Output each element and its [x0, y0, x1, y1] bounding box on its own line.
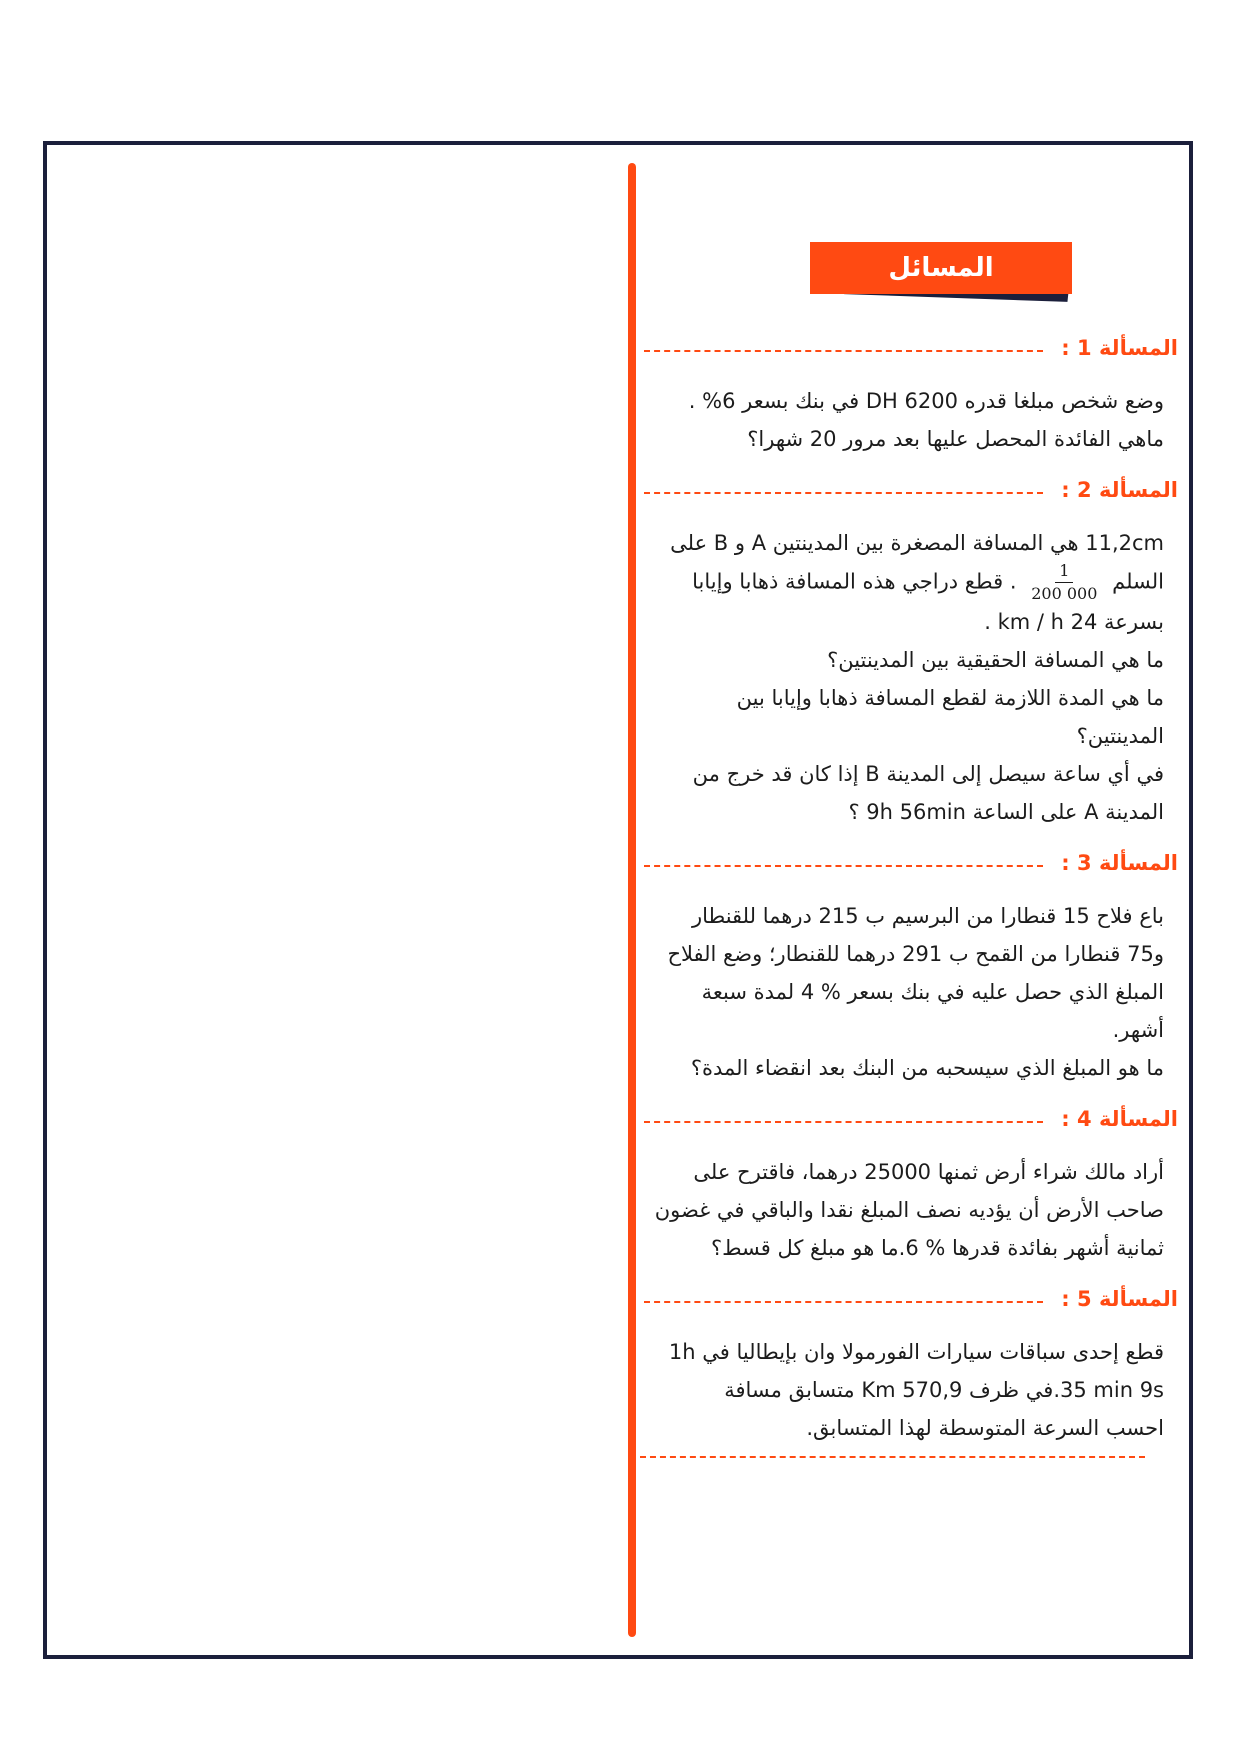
- closing-dashed-divider: [640, 1456, 1145, 1458]
- problem-line: ما هي المدة اللازمة لقطع المسافة ذهابا وإيابا بين المدينتين؟: [736, 686, 1164, 748]
- dashed-divider: [644, 1301, 1043, 1303]
- problem-header: [640, 1093, 1178, 1145]
- problem-line: ما هو المبلغ الذي سيسحبه من البنك بعد انقضاء المدة؟: [690, 1056, 1164, 1080]
- problem-line: وضع شخص مبلغا قدره 6200 DH في بنك بسعر 6% .: [688, 389, 1164, 413]
- problem-text: [640, 889, 1178, 1093]
- problem-text: [640, 1145, 1178, 1273]
- dashed-divider: [644, 492, 1043, 494]
- problem-line: ما هي المسافة الحقيقية بين المدينتين؟: [827, 648, 1164, 672]
- problem-header: [640, 837, 1178, 889]
- dashed-divider: [644, 350, 1043, 352]
- problem-label: المسألة 1 :: [1061, 336, 1178, 360]
- dashed-divider: [644, 1121, 1043, 1123]
- problem-line: ماهي الفائدة المحصل عليها بعد مرور 20 شهرا؟: [747, 427, 1164, 451]
- section-title: المسائل: [810, 242, 1072, 294]
- problems-list: [640, 322, 1178, 1453]
- problem-3: [640, 837, 1178, 1093]
- problem-header: [640, 1273, 1178, 1325]
- scale-label: السلم: [1112, 569, 1164, 594]
- problem-header: [640, 322, 1178, 374]
- problem-header: [640, 464, 1178, 516]
- problem-line: أراد مالك شراء أرض ثمنها 25000 درهما، فاقترح على صاحب الأرض أن يؤديه نصف المبلغ نقدا والباقي في غضون ثمانية أشهر بفائدة قدرها % 6.ما هو مبلغ كل قسط؟: [654, 1160, 1164, 1260]
- fraction-denominator: 200 000: [1031, 584, 1098, 603]
- problem-label: المسألة 5 :: [1061, 1287, 1178, 1311]
- problem-line: باع فلاح 15 قنطارا من البرسيم ب 215 درهما للقنطار و75 قنطارا من القمح ب 291 درهما للقنطار؛ وضع الفلاح المبلغ الذي حصل عليه في بنك بسعر % 4 لمدة سبعة أشهر.: [667, 904, 1164, 1042]
- problem-label: المسألة 2 :: [1061, 478, 1178, 502]
- dashed-divider: [644, 865, 1043, 867]
- problem-4: [640, 1093, 1178, 1273]
- problem-2: [640, 464, 1178, 837]
- problem-line: في أي ساعة سيصل إلى المدينة B إذا كان قد خرج من المدينة A على الساعة 9h 56min ؟: [692, 762, 1164, 824]
- vertical-accent-line: [628, 163, 636, 1637]
- fraction-numerator: 1: [1055, 562, 1073, 583]
- problem-text: [640, 1325, 1178, 1453]
- problem-text: [640, 374, 1178, 464]
- problem-line: احسب السرعة المتوسطة لهذا المتسابق.: [806, 1416, 1164, 1440]
- scale-fraction: [1031, 562, 1097, 603]
- scale-text-after: . قطع دراجي هذه المسافة ذهابا وإيابا: [692, 569, 1017, 594]
- problem-line: [650, 562, 1164, 603]
- problem-line: قطع إحدى سباقات سيارات الفورمولا وان بإيطاليا في 1h 35 min 9s.في ظرف 570,9 Km متسابق مسافة: [668, 1340, 1164, 1402]
- problem-5: [640, 1273, 1178, 1453]
- problem-label: المسألة 4 :: [1061, 1107, 1178, 1131]
- problem-label: المسألة 3 :: [1061, 851, 1178, 875]
- problem-line: بسرعة 24 km / h .: [984, 610, 1164, 634]
- problem-1: [640, 322, 1178, 464]
- problem-line: 11,2cm هي المسافة المصغرة بين المدينتين A و B على: [670, 531, 1164, 555]
- section-title-banner: [810, 242, 1072, 306]
- problem-text: [640, 516, 1178, 837]
